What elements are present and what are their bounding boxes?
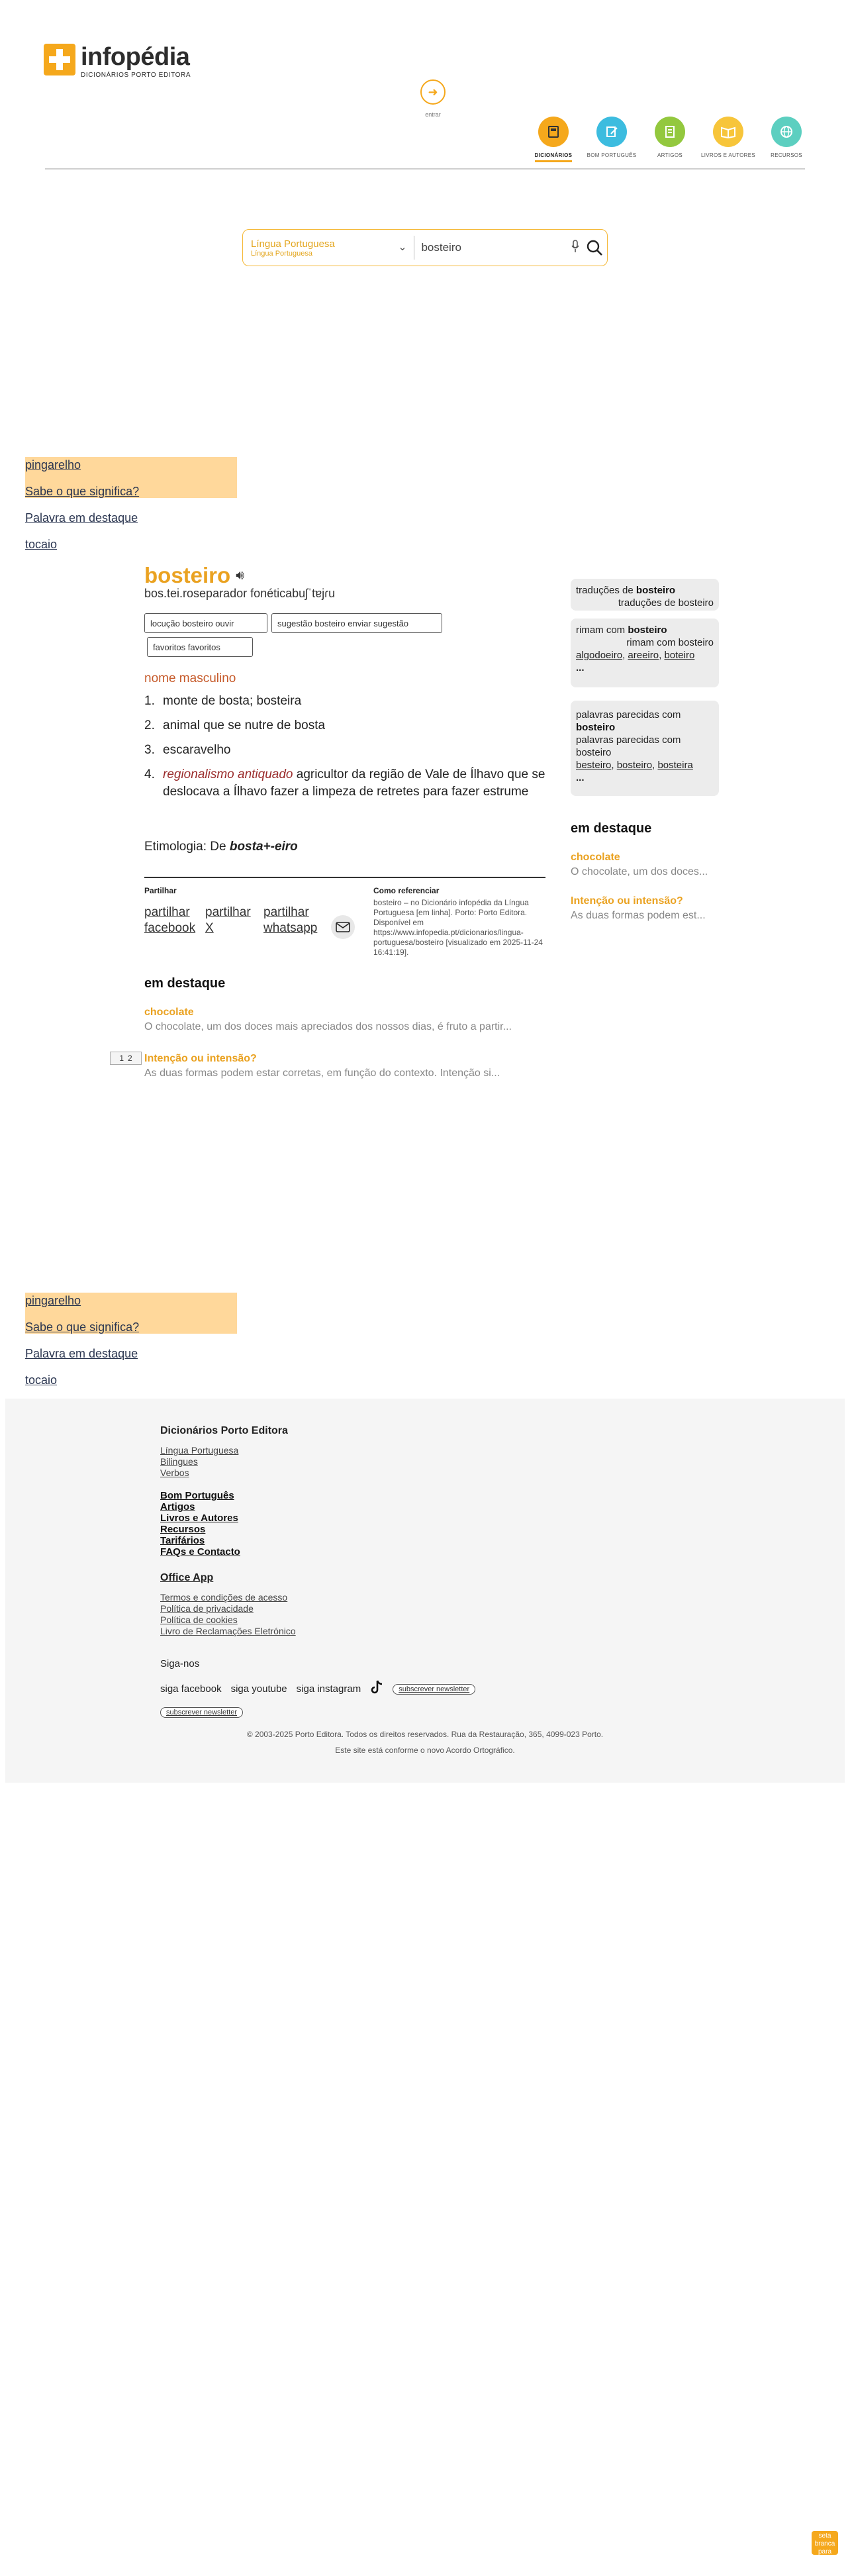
footer-legal-link[interactable]: Política de cookies bbox=[160, 1614, 238, 1625]
nav-label-artigos: ARTIGOS bbox=[657, 152, 683, 158]
entry-divider bbox=[144, 877, 545, 878]
word-of-day-link[interactable]: Palavra em destaque bbox=[25, 511, 138, 524]
site-footer bbox=[5, 1399, 845, 1783]
logo-title: infopédia bbox=[81, 43, 190, 71]
speaker-icon[interactable]: 🔊︎ bbox=[236, 568, 244, 583]
instagram-icon[interactable]: siga instagram bbox=[296, 1683, 361, 1695]
main-nav bbox=[524, 117, 816, 162]
arrow-up-icon: seta branca para cima bbox=[814, 2532, 835, 2563]
rhyme-link[interactable]: boteiro bbox=[664, 650, 695, 661]
search-bar bbox=[242, 229, 608, 266]
suggest-button[interactable] bbox=[271, 613, 442, 633]
reference-title: Como referenciar bbox=[373, 886, 440, 895]
highlight-question-link[interactable]: Sabe o que significa? bbox=[25, 485, 140, 498]
footer-dict-link[interactable]: Bilingues bbox=[160, 1456, 198, 1467]
etymology: Etimologia: De bosta+-eiro bbox=[144, 840, 298, 854]
listen-label: ouvir bbox=[215, 618, 234, 628]
share-facebook-link[interactable]: partilhar facebook bbox=[144, 905, 196, 935]
syllabification: bos.tei.ro bbox=[144, 587, 194, 600]
footer-main-link[interactable]: Livros e Autores bbox=[160, 1512, 238, 1524]
nav-item-artigos[interactable] bbox=[641, 117, 699, 162]
sidebar-featured-item-text[interactable]: As duas formas podem est... bbox=[571, 910, 706, 921]
etymology-value: bosta+-eiro bbox=[229, 840, 298, 854]
sidebar-featured-item-title[interactable]: chocolate bbox=[571, 852, 620, 863]
nav-item-recursos[interactable] bbox=[757, 117, 816, 162]
logo-subtitle: DICIONÁRIOS PORTO EDITORA bbox=[81, 72, 191, 79]
sidebar-featured-item-text[interactable]: O chocolate, um dos doces... bbox=[571, 866, 708, 877]
rhyme-link[interactable]: areeiro bbox=[628, 650, 659, 661]
senses-list bbox=[144, 693, 545, 808]
word-of-day-link[interactable]: Palavra em destaque bbox=[25, 1347, 138, 1360]
microphone-icon[interactable] bbox=[567, 239, 582, 257]
featured-item-text[interactable]: As duas formas podem estar corretas, em função do contexto. Intenção si... bbox=[144, 1067, 500, 1079]
footer-dict-link[interactable]: Língua Portuguesa bbox=[160, 1445, 239, 1456]
rhymes-box: rimam com bosteiro rimam com bosteiro algodoeiro, areeiro, boteiro ... bbox=[571, 619, 719, 687]
login-arrow-icon: ➜ bbox=[420, 79, 446, 105]
footer-main-link[interactable]: Bom Português bbox=[160, 1490, 234, 1501]
footer-follow-title: Siga-nos bbox=[160, 1658, 200, 1669]
header-divider bbox=[45, 168, 805, 170]
globe-icon bbox=[771, 117, 802, 147]
share-x-link[interactable]: partilhar X bbox=[205, 905, 251, 935]
word-of-day-word-link[interactable]: tocaio bbox=[25, 1373, 58, 1387]
suggest-image-alt: sugestão bosteiro bbox=[277, 618, 346, 628]
translations-box[interactable]: traduções de bosteiro traduções de bosteiro bbox=[571, 579, 719, 611]
scroll-to-top-button[interactable] bbox=[812, 2531, 838, 2563]
footer-copyright: © 2003-2025 Porto Editora. Todos os direitos reservados. Rua da Restauração, 365, 4099-023 Porto. bbox=[246, 1730, 604, 1739]
phonetic-separator: separador fonética bbox=[193, 587, 293, 600]
search-input[interactable] bbox=[414, 241, 567, 254]
sense-item: 4. regionalismo antiquado agricultor da região de Vale de Ílhavo que se deslocava a Ílhavo fazer a limpeza de retretes para fazer estrume bbox=[144, 768, 545, 799]
favorites-label: favoritos bbox=[187, 642, 220, 652]
tiktok-icon[interactable] bbox=[370, 1679, 383, 1699]
pencil-icon bbox=[596, 117, 627, 147]
highlight-word-link[interactable]: pingarelho bbox=[25, 1294, 81, 1307]
share-title: Partilhar bbox=[144, 886, 177, 895]
nav-label-bom-portugues: BOM PORTUGUÊS bbox=[587, 152, 637, 158]
rhymes-image-alt: rimam com bosteiro bbox=[626, 637, 714, 648]
part-of-speech: nome masculino bbox=[144, 671, 236, 685]
footer-legal-link[interactable]: Livro de Reclamações Eletrónico bbox=[160, 1626, 296, 1636]
logo-plus-icon bbox=[44, 44, 75, 75]
highlight-question-link[interactable]: Sabe o que significa? bbox=[25, 1320, 140, 1334]
similar-word-link[interactable]: bosteira bbox=[657, 760, 693, 771]
footer-office-app-link[interactable]: Office App bbox=[160, 1572, 214, 1583]
sense-item: 1. monte de bosta; bosteira bbox=[144, 694, 302, 708]
favorites-button[interactable] bbox=[147, 637, 253, 657]
newsletter-button[interactable]: subscrever newsletter bbox=[393, 1684, 475, 1695]
featured-item-title[interactable]: Intenção ou intensão? bbox=[144, 1053, 257, 1064]
facebook-icon[interactable]: siga facebook bbox=[160, 1683, 222, 1695]
listen-button[interactable] bbox=[144, 613, 267, 633]
reference-text: bosteiro – no Dicionário infopédia da Língua Portuguesa [em linha]. Porto: Porto Editora. Disponível em https://www.infopedia.pt/dicionarios/lingua-portuguesa/bosteiro [visualizado em 2025-11-24 16:41:19]. bbox=[373, 898, 543, 957]
book-icon bbox=[538, 117, 569, 147]
footer-main-link[interactable]: Recursos bbox=[160, 1524, 206, 1535]
footer-main-link[interactable]: Tarifários bbox=[160, 1535, 205, 1546]
sense-register: regionalismo antiquado bbox=[163, 768, 293, 781]
pager-page-1[interactable]: 1 bbox=[119, 1054, 124, 1063]
footer-orthography-note: Este site está conforme o novo Acordo Ortográfico. bbox=[335, 1746, 515, 1755]
footer-dictionaries-title: Dicionários Porto Editora bbox=[160, 1425, 288, 1436]
featured-pager bbox=[110, 1052, 142, 1065]
featured-title: em destaque bbox=[144, 976, 226, 991]
pager-page-2[interactable]: 2 bbox=[128, 1054, 132, 1063]
pronunciation bbox=[144, 587, 335, 601]
login-label: entrar bbox=[425, 111, 441, 118]
similar-image-alt: palavras parecidas com bosteiro bbox=[576, 734, 681, 758]
rhymes-more[interactable]: ... bbox=[576, 662, 585, 673]
nav-label-livros-autores: LIVROS E AUTORES bbox=[700, 152, 755, 158]
footer-legal-link[interactable]: Política de privacidade bbox=[160, 1603, 254, 1614]
headword: bosteiro bbox=[144, 563, 231, 587]
rhyme-link[interactable]: algodoeiro bbox=[576, 650, 623, 661]
language-select-sublabel: Língua Portuguesa bbox=[251, 249, 312, 258]
featured-item-text[interactable]: O chocolate, um dos doces mais apreciados dos nossos dias, é fruto a partir... bbox=[144, 1021, 512, 1032]
sidebar-featured-title: em destaque bbox=[571, 821, 652, 836]
nav-item-livros-autores[interactable] bbox=[699, 117, 757, 162]
share-whatsapp-link[interactable]: partilhar whatsapp bbox=[263, 905, 318, 935]
phonetic-transcription: buʃˈtɐjɾu bbox=[292, 587, 336, 600]
favorites-image-alt: favoritos bbox=[153, 642, 186, 652]
nav-item-dicionarios[interactable] bbox=[524, 117, 583, 162]
site-logo[interactable] bbox=[44, 44, 191, 79]
similar-words-box: palavras parecidas com bosteiro palavras parecidas com bosteiro besteiro, bosteiro, bosteira ... bbox=[571, 701, 719, 796]
language-select-label: Língua Portuguesa bbox=[251, 238, 335, 250]
similar-more[interactable]: ... bbox=[576, 772, 585, 783]
footer-main-link[interactable]: Artigos bbox=[160, 1501, 195, 1512]
chevron-down-icon: ⌄ bbox=[398, 242, 407, 253]
sidebar-featured-item-title[interactable]: Intenção ou intensão? bbox=[571, 895, 683, 907]
similar-word-link[interactable]: bosteiro bbox=[616, 760, 653, 771]
mail-icon[interactable] bbox=[331, 915, 355, 939]
translations-image-alt: traduções de bosteiro bbox=[618, 597, 714, 609]
newsletter-button-secondary[interactable]: subscrever newsletter bbox=[160, 1707, 243, 1718]
document-icon bbox=[655, 117, 685, 147]
login-button[interactable] bbox=[420, 79, 446, 118]
nav-label-dicionarios: DICIONÁRIOS bbox=[535, 152, 573, 162]
language-select[interactable] bbox=[243, 230, 414, 266]
suggest-label: enviar sugestão bbox=[348, 618, 409, 628]
sense-item: 3. escaravelho bbox=[144, 743, 231, 757]
word-of-day-word-link[interactable]: tocaio bbox=[25, 538, 58, 551]
highlight-word-link[interactable]: pingarelho bbox=[25, 458, 81, 471]
youtube-icon[interactable]: siga youtube bbox=[230, 1683, 287, 1695]
footer-dict-link[interactable]: Verbos bbox=[160, 1467, 189, 1478]
featured-item-title[interactable]: chocolate bbox=[144, 1007, 194, 1018]
sense-item: 2. animal que se nutre de bosta bbox=[144, 718, 326, 732]
nav-label-recursos: RECURSOS bbox=[771, 152, 802, 158]
open-book-icon bbox=[713, 117, 743, 147]
footer-main-link[interactable]: FAQs e Contacto bbox=[160, 1546, 240, 1558]
listen-image-alt: locução bosteiro bbox=[150, 618, 213, 628]
nav-item-bom-portugues[interactable] bbox=[583, 117, 641, 162]
similar-word-link[interactable]: besteiro bbox=[576, 760, 612, 771]
search-icon[interactable] bbox=[583, 234, 607, 261]
footer-legal-link[interactable]: Termos e condições de acesso bbox=[160, 1592, 288, 1603]
